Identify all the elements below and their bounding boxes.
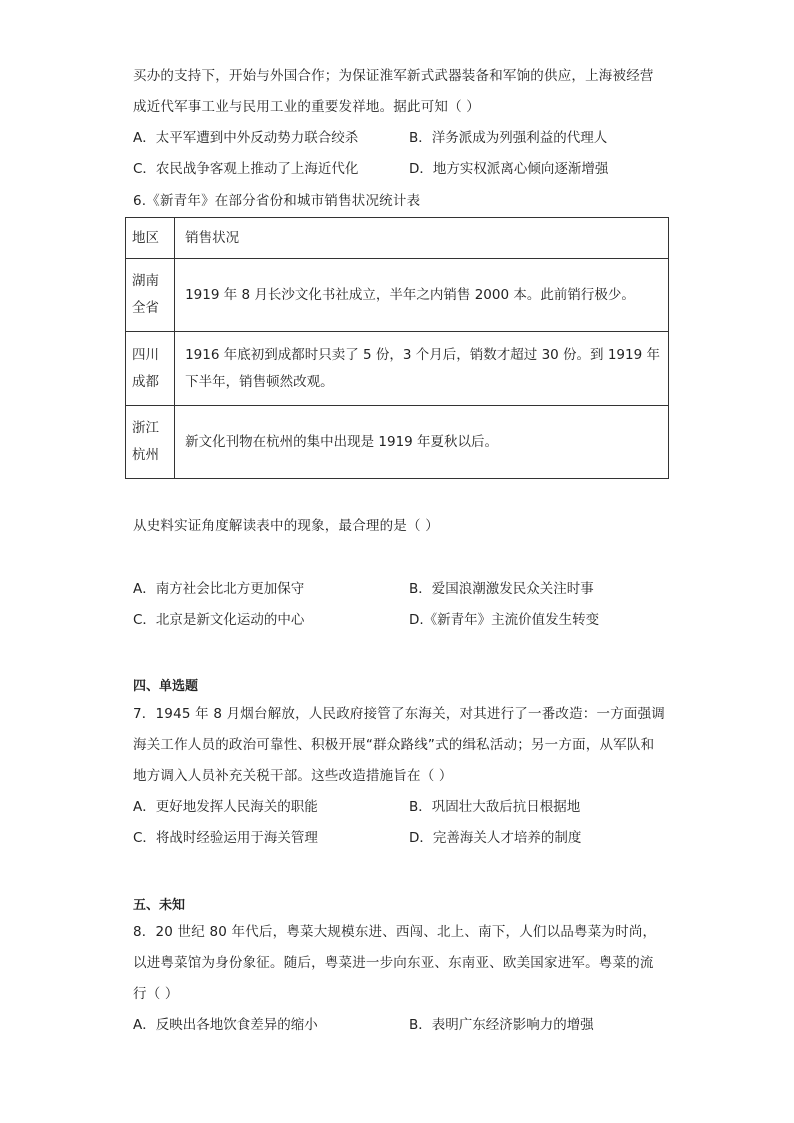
table-cell-status [175, 332, 669, 406]
table-cell-region: 四川成都 [126, 332, 175, 406]
table-cell-status-line-2: 下半年，销售顿然改观。 [185, 373, 334, 390]
table-cell-status-line-1: 1916 年底初到成都时只卖了 5 份，3 个月后，销数才超过 30 份。到 1919 年 [185, 346, 660, 363]
table-cell-region: 浙江杭州 [126, 406, 175, 479]
table-header-region: 地区 [126, 218, 175, 259]
q6-title: 6.《新青年》在部分省份和城市销售状况统计表 [133, 193, 421, 209]
q5-option-c[interactable]: C．农民战争客观上推动了上海近代化 [133, 161, 359, 177]
table-cell-region: 湖南全省 [126, 259, 175, 332]
table-row [126, 406, 669, 479]
q8-option-a[interactable]: A．反映出各地饮食差异的缩小 [133, 1017, 318, 1033]
q5-option-b[interactable]: B．洋务派成为列强利益的代理人 [409, 130, 608, 146]
q5-stem-line-2: 成近代军事工业与民用工业的重要发祥地。据此可知（ ） [133, 99, 480, 115]
q6-option-a[interactable]: A．南方社会比北方更加保守 [133, 581, 305, 597]
q7-option-b[interactable]: B．巩固壮大敌后抗日根据地 [409, 799, 581, 815]
q7-stem-line-2: 海关工作人员的政治可靠性、积极开展“群众路线”式的缉私活动；另一方面，从军队和 [133, 737, 655, 753]
q6-option-c[interactable]: C．北京是新文化运动的中心 [133, 612, 305, 628]
table-row [126, 332, 669, 406]
q8-option-b[interactable]: B．表明广东经济影响力的增强 [409, 1017, 594, 1033]
q5-stem-line-1: 买办的支持下，开始与外国合作；为保证淮军新式武器装备和军饷的供应，上海被经营 [133, 68, 654, 84]
q6-question: 从史料实证角度解读表中的现象，最合理的是（ ） [133, 518, 439, 534]
section-title-unknown: 五、未知 [133, 898, 186, 913]
q7-option-d[interactable]: D．完善海关人才培养的制度 [409, 830, 582, 846]
q8-stem-line-2: 以进粤菜馆为身份象征。随后，粤菜进一步向东亚、东南亚、欧美国家进军。粤菜的流 [133, 955, 654, 971]
table-header-row [126, 218, 669, 259]
table-cell-status: 1919 年 8 月长沙文化书社成立，半年之内销售 2000 本。此前销行极少。 [175, 259, 669, 332]
sales-table [125, 217, 669, 479]
q6-option-d[interactable]: D.《新青年》主流价值发生转变 [409, 612, 600, 628]
table-header-status: 销售状况 [175, 218, 669, 259]
q7-option-c[interactable]: C．将战时经验运用于海关管理 [133, 830, 318, 846]
table-row [126, 259, 669, 332]
table-cell-status: 新文化刊物在杭州的集中出现是 1919 年夏秋以后。 [175, 406, 669, 479]
q5-option-a[interactable]: A．太平军遭到中外反动势力联合绞杀 [133, 130, 359, 146]
section-title-single-choice: 四、单选题 [133, 679, 199, 694]
q8-stem-line-1: 8．20 世纪 80 年代后，粤菜大规模东进、西闯、北上、南下，人们以品粤菜为时尚， [133, 924, 657, 940]
q8-stem-line-3: 行（ ） [133, 986, 179, 1002]
q7-stem-line-3: 地方调入人员补充关税干部。这些改造措施旨在（ ） [133, 768, 453, 784]
q5-option-d[interactable]: D．地方实权派离心倾向逐渐增强 [409, 161, 609, 177]
q6-option-b[interactable]: B．爱国浪潮激发民众关注时事 [409, 581, 594, 597]
q7-option-a[interactable]: A．更好地发挥人民海关的职能 [133, 799, 318, 815]
q7-stem-line-1: 7．1945 年 8 月烟台解放，人民政府接管了东海关，对其进行了一番改造：一方面强调 [133, 706, 666, 722]
